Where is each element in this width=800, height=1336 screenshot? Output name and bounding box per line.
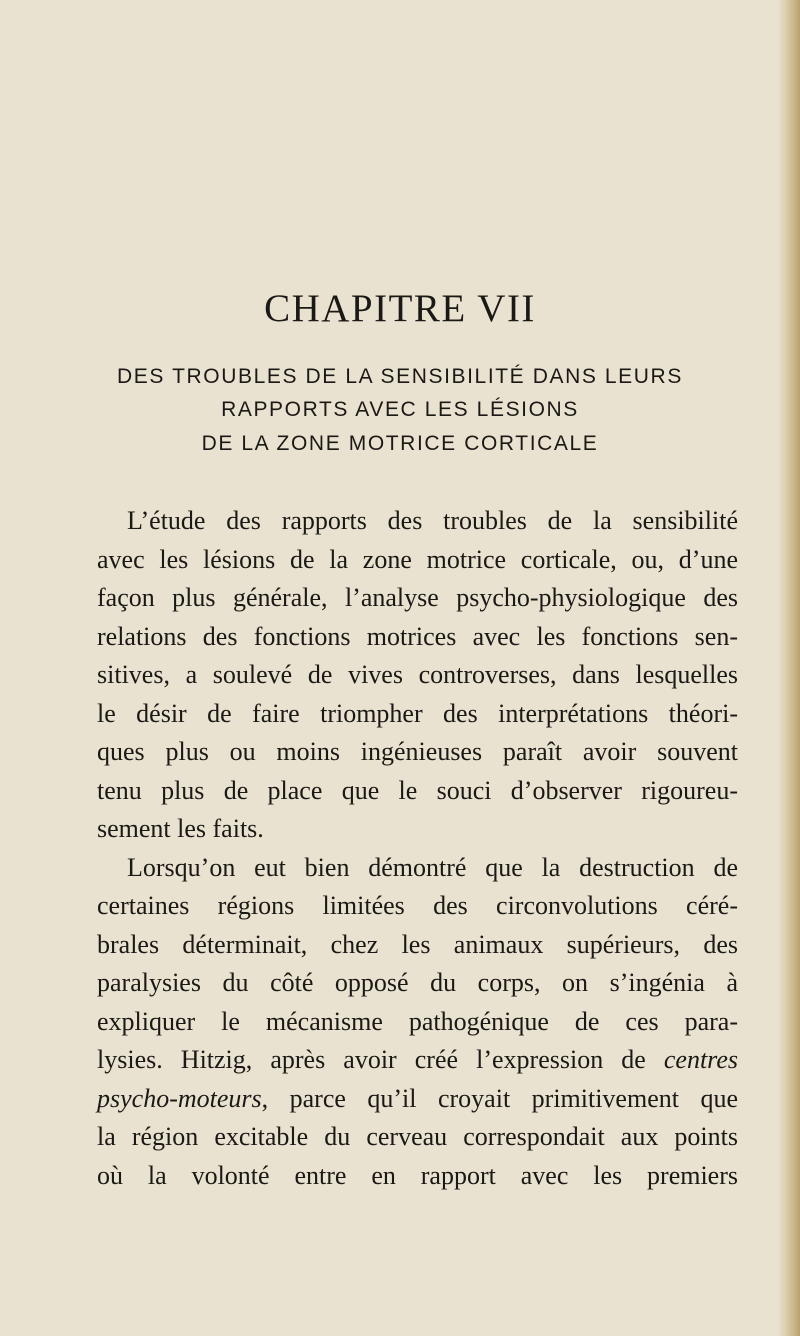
italic-term: centres: [663, 1045, 738, 1074]
paragraph-1: [97, 502, 738, 849]
text-line: la région excitable du cerveau correspondait aux points: [97, 1122, 738, 1151]
text-line: [97, 1041, 738, 1080]
text-line: L’étude des rapports des troubles de la sensibilité: [127, 506, 738, 535]
page-edge-shadow: [778, 0, 800, 1336]
text-line: expliquer le mécanisme pathogénique de ces para-: [97, 1006, 738, 1036]
paragraph-2: [97, 849, 738, 1196]
text-line: paralysies du côté opposé du corps, on s’ingénia à: [97, 968, 738, 997]
chapter-subtitle-line-1: DES TROUBLES DE LA SENSIBILITÉ DANS LEURS: [117, 365, 683, 388]
text-line: sement les faits.: [97, 814, 264, 843]
chapter-subtitle-line-3: DE LA ZONE MOTRICE CORTICALE: [201, 432, 599, 455]
text-line: ques plus ou moins ingénieuses paraît avoir souvent: [97, 737, 738, 766]
text-line: sitives, a soulevé de vives controverses, dans lesquelles: [97, 660, 738, 689]
chapter-title: CHAPITRE VII: [264, 287, 536, 330]
text-line: [97, 1080, 738, 1119]
text-line: tenu plus de place que le souci d’observer rigoureu-: [97, 775, 738, 805]
text-segment: lysies. Hitzig, après avoir créé l’expression de: [97, 1045, 664, 1074]
text-line: relations des fonctions motrices avec les fonctions sen-: [97, 621, 738, 651]
text-segment: , parce qu’il croyait primitivement que: [261, 1083, 738, 1113]
text-line: le désir de faire triompher des interprétations théori-: [97, 698, 738, 728]
chapter-subtitle-line-2: RAPPORTS AVEC LES LÉSIONS: [221, 398, 579, 421]
text-line: brales déterminait, chez les animaux supérieurs, des: [97, 929, 738, 959]
text-line: Lorsqu’on eut bien démontré que la destruction de: [127, 852, 738, 882]
text-line: façon plus générale, l’analyse psycho-physiologique des: [97, 583, 738, 612]
text-line: où la volonté entre en rapport avec les premiers: [97, 1160, 738, 1190]
body-text: [97, 502, 738, 1195]
italic-term: psycho-moteurs: [97, 1083, 262, 1113]
text-line: certaines régions limitées des circonvolutions céré-: [97, 891, 738, 920]
text-line: avec les lésions de la zone motrice corticale, ou, d’une: [97, 544, 738, 574]
